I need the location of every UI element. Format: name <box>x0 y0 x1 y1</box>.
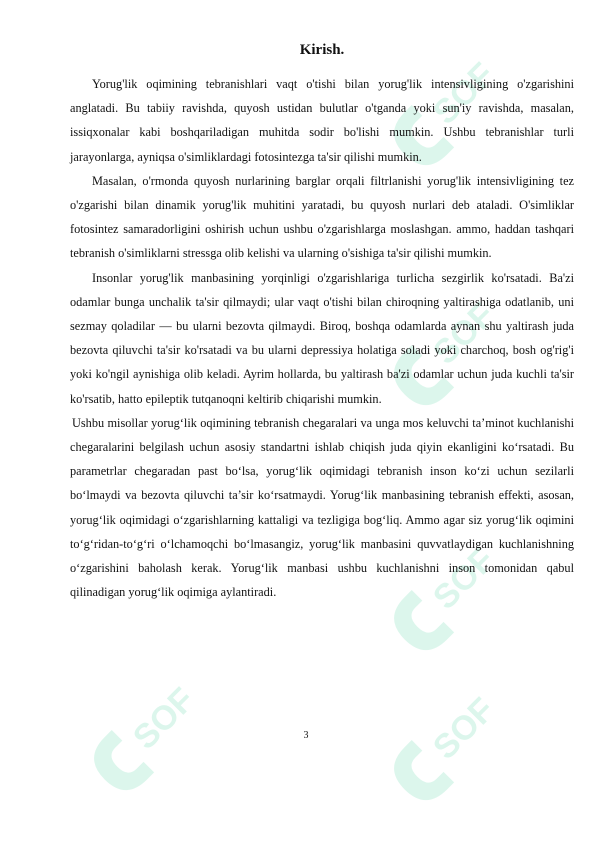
paragraph-1: Yorug'lik oqimining tebranishlari vaqt o'tishi bilan yorug'lik intensivligining o'zgarishini anglatadi. Bu tabiiy ravishda, quyosh ustidan bulutlar o'tganda yoki sun'iy ravishda, masalan, issiqxonalar kabi boshqariladigan muhitda sodir bo'lishi mumkin. Ushbu tebranishlar turli jarayonlarga, ayniqsa o'simliklardagi fotosintezga ta'sir qilishi mumkin. <box>70 77 574 164</box>
svg-text:SOF: SOF <box>425 55 503 132</box>
svg-text:SOF: SOF <box>425 690 503 767</box>
paragraph-4: Ushbu misollar yorug‘lik oqimining tebranish chegaralari va unga mos keluvchi ta’minot kuchlanishi chegaralarini belgilash uchun asosiy standartni ishlab chiqish juda qiyin ekanligini ko‘rsatadi. Bu parametrlar chegaradan past bo‘lsa, yorug‘lik oqimidagi tebranish inson ko‘zi uchun sezilarli bo‘lmaydi va bezovta qiluvchi ta’sir ko‘rsatmaydi. Yorug‘lik manbasining tebranish effekti, asosan, yorug‘lik oqimidagi o‘zgarishlarning kattaligi va tezligiga bog‘liq. Ammo agar siz yorug‘lik oqimini to‘g‘ridan-to‘g‘ri o‘lchamoqchi bo‘lmasangiz, yorug‘lik manbasini quvvatlaydigan kuchlanishning o‘zgarishini baholash kerak. Yorug‘lik manbasi ushbu kuchlanishni inson tomonidan qabul qilinadigan yorug‘lik oqimiga aylantiradi. <box>70 415 574 600</box>
paragraph-3: Insonlar yorug'lik manbasining yorqinligi o'zgarishlariga turlicha sezgirlik ko'rsatadi. Ba'zi odamlar bunga unchalik ta'sir qilmaydi; ular vaqt o'tishi bilan chiroqning yaltirashiga odatlanib, uni sezmay qoladilar — bu ularni bezovta qilmaydi. Biroq, boshqa odamlarda aynan shu yaltirash juda bezovta qiluvchi ta'sir ko'rsatadi va bu ularni depressiya holatiga soladi yoki charchoq, bosh og'rig'i yoki ko'ngil aynishiga olib keladi. Ayrim hollarda, bu yaltirash ba'zi odamlar uchun juda kuchli ta'sir ko'rsatib, hatto epileptik tutqanoqni keltirib chiqarishi mumkin. <box>70 270 574 406</box>
paragraph-2: Masalan, o'rmonda quyosh nurlarining barglar orqali filtrlanishi yorug'lik intensivligining tez o'zgarishi bilan dinamik yorug'lik muhitini yaratadi, bu quyosh nurlari deb ataladi. O'simliklar fotosintez samaradorligini oshirish uchun ushbu o'zgarishlarga moslashgan. ammo, haddan tashqari tebranish o'simliklarni stressga olib kelishi va ularning o'sishiga ta'sir qilishi mumkin. <box>70 173 574 261</box>
svg-text:SOF: SOF <box>425 540 503 617</box>
page-number: 3 <box>303 730 309 741</box>
svg-text:SOF: SOF <box>125 680 203 757</box>
svg-text:SOF: SOF <box>425 295 503 372</box>
page-title: Kirish. <box>299 42 345 58</box>
page-content <box>70 40 574 604</box>
